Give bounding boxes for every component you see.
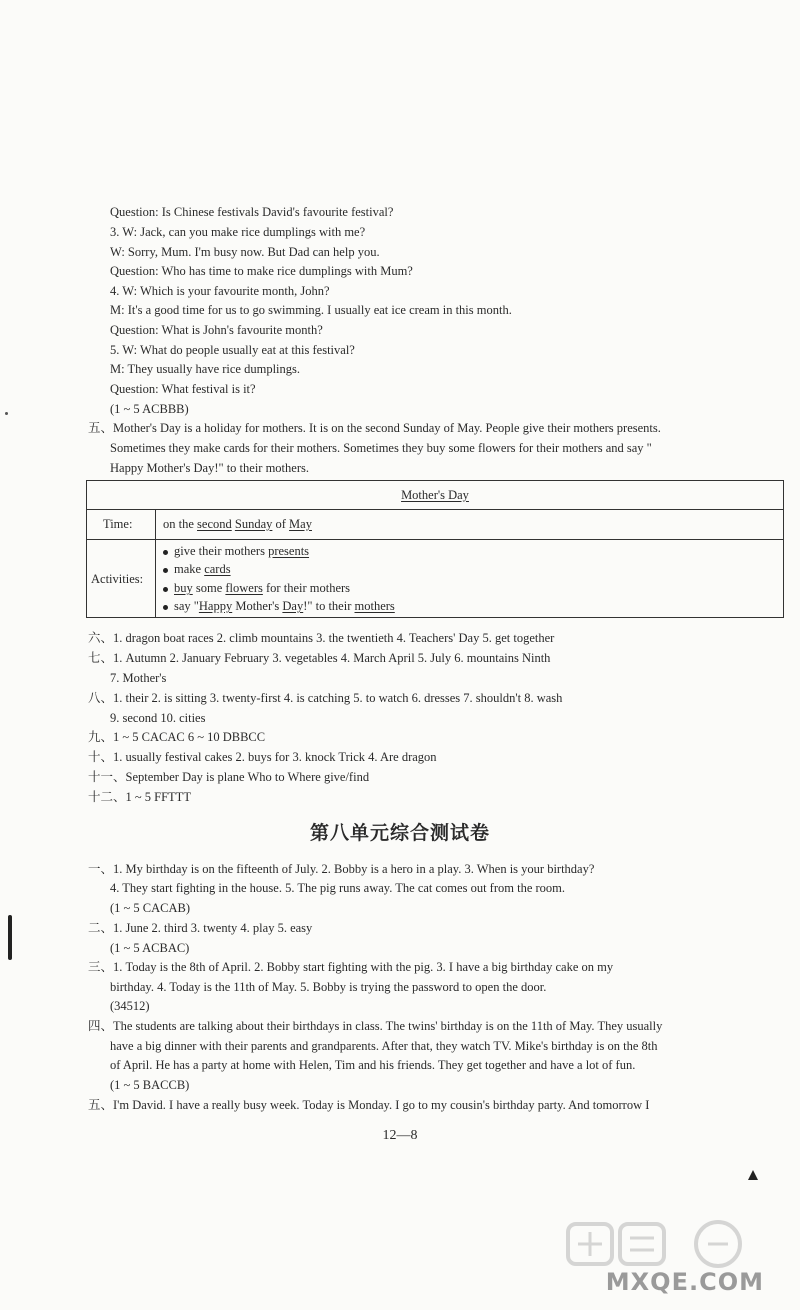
text-line: W: Sorry, Mum. I'm busy now. But Dad can help you.: [110, 245, 380, 259]
activity-item: say "Happy Mother's Day!" to their mothers: [163, 598, 395, 614]
text-line: M: They usually have rice dumplings.: [110, 362, 301, 376]
unit-line: have a big dinner with their parents and grandparents. After that, they watch TV. Mike's birthday is on the 8th: [110, 1039, 658, 1053]
activities-label: Activities:: [91, 572, 144, 586]
text-line: 4. W: Which is your favourite month, John?: [110, 284, 330, 298]
unit-line: (34512): [110, 999, 150, 1013]
answer-line: 七、1. Autumn 2. January February 3. vegetables 4. March April 5. July 6. mountains Ninth: [88, 651, 551, 665]
bullet-icon: [163, 587, 168, 592]
unit-heading: 第八单元综合测试卷: [309, 822, 490, 844]
bullet-icon: [163, 605, 168, 610]
time-label: Time:: [103, 517, 133, 531]
binding-mark: [8, 915, 12, 960]
unit-line: 四、The students are talking about their birthdays in class. The twins' birthday is on the 11th of May. They usually: [88, 1019, 663, 1033]
unit-line: (1 ~ 5 BACCB): [110, 1078, 190, 1092]
unit-line: birthday. 4. Today is the 11th of May. 5. Bobby is trying the password to open the door.: [110, 980, 547, 994]
answer-line: 9. second 10. cities: [110, 711, 206, 725]
passage-line: Sometimes they make cards for their mothers. Sometimes they buy some flowers for their mothers and say ": [110, 441, 652, 455]
answer-line: 十二、1 ~ 5 FFTTT: [88, 790, 191, 804]
text-line: 3. W: Jack, can you make rice dumplings with me?: [110, 225, 366, 239]
text-line: 5. W: What do people usually eat at this festival?: [110, 343, 355, 357]
passage-line: 五、Mother's Day is a holiday for mothers. It is on the second Sunday of May. People give their mothers presents.: [88, 421, 661, 435]
page-number: 12—8: [382, 1128, 418, 1143]
text-line: Question: What festival is it?: [110, 382, 256, 396]
time-value: on the second Sunday of May: [163, 517, 312, 531]
table-row-time: [87, 509, 783, 540]
activity-item: give their mothers presents: [163, 543, 309, 559]
unit-line: 4. They start fighting in the house. 5. The pig runs away. The cat comes out from the room.: [110, 881, 565, 895]
watermark-text: MXQE.COM: [605, 1268, 764, 1296]
table-title: Mother's Day: [401, 488, 469, 502]
answer-line: 十一、September Day is plane Who to Where give/find: [88, 770, 370, 784]
scan-dot: [5, 412, 8, 415]
unit-line: (1 ~ 5 CACAB): [110, 901, 191, 915]
answer-line: 十、1. usually festival cakes 2. buys for 3. knock Trick 4. Are dragon: [88, 750, 437, 764]
table-row-activities: [87, 539, 783, 617]
text-line: M: It's a good time for us to go swimming. I usually eat ice cream in this month.: [110, 303, 512, 317]
answer-line: 八、1. their 2. is sitting 3. twenty-first 4. is catching 5. to watch 6. dresses 7. shouldn't 8. wash: [88, 691, 563, 705]
unit-line: 一、1. My birthday is on the fifteenth of July. 2. Bobby is a hero in a play. 3. When is your birthday?: [88, 862, 595, 876]
unit-line: 二、1. June 2. third 3. twenty 4. play 5. easy: [88, 921, 313, 935]
unit-line: 五、I'm David. I have a really busy week. Today is Monday. I go to my cousin's birthday party. And tomorrow I: [88, 1098, 650, 1112]
activity-item: make cards: [163, 561, 231, 577]
text-line: Question: What is John's favourite month?: [110, 323, 323, 337]
passage-line: Happy Mother's Day!" to their mothers.: [110, 461, 309, 475]
bullet-icon: [163, 568, 168, 573]
table-divider: [155, 509, 156, 617]
answer-line: 7. Mother's: [110, 671, 167, 685]
unit-line: (1 ~ 5 ACBAC): [110, 941, 190, 955]
answer-line: 六、1. dragon boat races 2. climb mountains 3. the twentieth 4. Teachers' Day 5. get together: [88, 631, 555, 645]
bullet-icon: [163, 550, 168, 555]
answer-key: (1 ~ 5 ACBBB): [110, 402, 189, 416]
mothers-day-table: [86, 480, 784, 618]
triangle-icon: [748, 1170, 758, 1180]
activity-item: buy some flowers for their mothers: [163, 580, 350, 596]
answer-line: 九、1 ~ 5 CACAC 6 ~ 10 DBBCC: [88, 730, 266, 744]
unit-line: of April. He has a party at home with Helen, Tim and his friends. They get together and have a lot of fun.: [110, 1058, 636, 1072]
text-line: Question: Is Chinese festivals David's favourite festival?: [110, 205, 394, 219]
text-line: Question: Who has time to make rice dumplings with Mum?: [110, 264, 413, 278]
table-header-row: [87, 481, 783, 510]
unit-line: 三、1. Today is the 8th of April. 2. Bobby start fighting with the pig. 3. I have a big birthday cake on my: [88, 960, 614, 974]
